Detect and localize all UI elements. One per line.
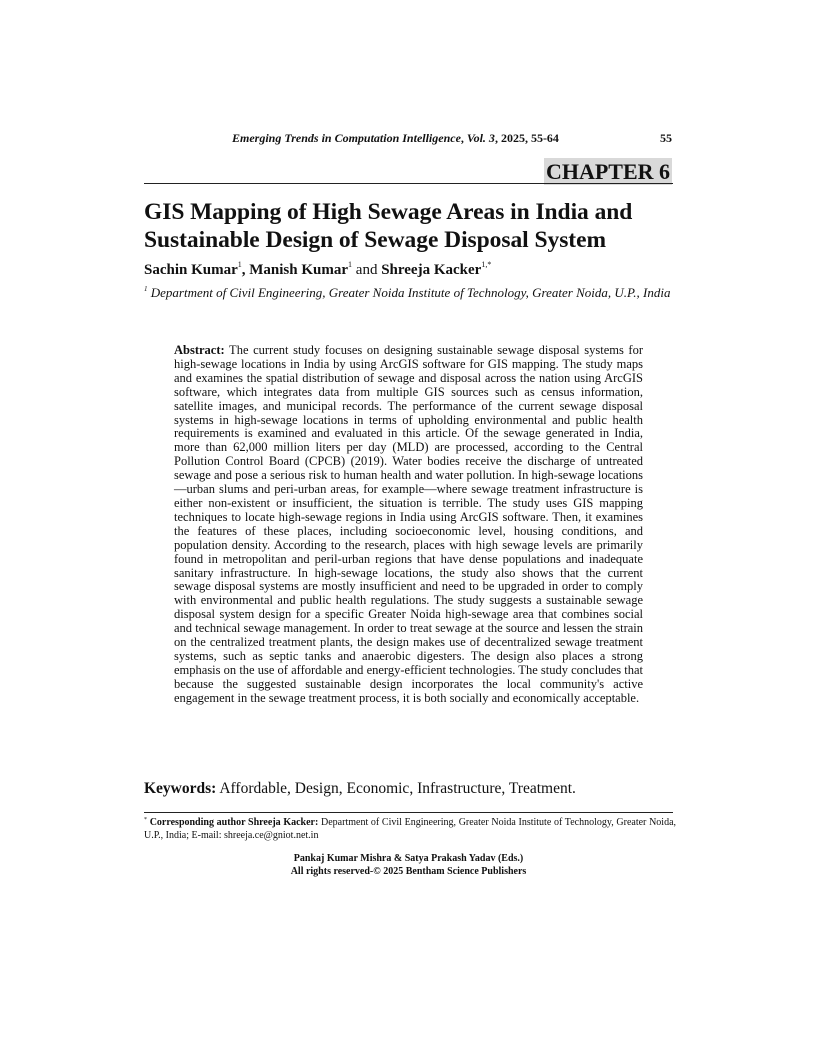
- publisher-block: [144, 852, 673, 878]
- author-affiliation-mark: 1: [237, 260, 242, 269]
- author-affiliation-mark: 1: [348, 260, 353, 269]
- author-name: Sachin Kumar: [144, 262, 238, 278]
- journal-volume: Vol. 3: [466, 131, 495, 145]
- footnote-text: Department of Civil Engineering, Greater Noida Institute of Technology, Greater Noida, U.P., India; E-mail: shreeja.ce@gniot.net.in: [144, 817, 677, 841]
- rights-line: All rights reserved-© 2025 Bentham Science Publishers: [290, 866, 527, 877]
- affiliation: [144, 285, 676, 301]
- footnote-label: Corresponding author Shreeja Kacker:: [147, 817, 319, 828]
- editors-line: Pankaj Kumar Mishra & Satya Prakash Yadav (Eds.): [293, 853, 524, 864]
- corresponding-author-footnote: [144, 816, 676, 842]
- affiliation-mark: 1: [144, 285, 148, 293]
- abstract-label: Abstract:: [174, 343, 225, 357]
- journal-citation: Emerging Trends in Computation Intelligence, Vol. 3, 2025, 55-64: [232, 131, 559, 145]
- footnote-mark: *: [144, 817, 147, 823]
- keywords-label: Keywords:: [144, 780, 217, 797]
- author-name: Manish Kumar: [249, 262, 349, 278]
- paper-title: [144, 198, 676, 254]
- author-affiliation-mark: 1,*: [481, 260, 492, 269]
- page-number: 55: [660, 131, 672, 145]
- author-separator: and: [352, 262, 382, 278]
- journal-name: Emerging Trends in Computation Intelligence: [232, 131, 461, 145]
- journal-year-pages: , 2025, 55-64: [494, 131, 559, 145]
- paper-title-line-2: Sustainable Design of Sewage Disposal System: [144, 227, 606, 253]
- keywords-text: Affordable, Design, Economic, Infrastructure, Treatment.: [216, 780, 576, 797]
- keywords: [144, 779, 684, 799]
- affiliation-text: Department of Civil Engineering, Greater Noida Institute of Technology, Greater Noida, U.P., India: [147, 285, 671, 300]
- running-head: [144, 131, 672, 149]
- abstract-text: The current study focuses on designing sustainable sewage disposal systems for high-sewage locations in India by using ArcGIS software for GIS mapping. The study maps and examines the spatial distribution of sewage and disposal across the nation using ArcGIS software, which integrates data from multiple GIS sources such as census information, satellite images, and municipal records. The performance of the current sewage disposal systems in high-sewage locations in terms of upholding environmental and public health requirements is examined and evaluated in this article. Of the sewage generated in India, more than 62,000 million liters per day (MLD) are processed, according to the Central Pollution Control Board (CPCB) (2019). Water bodies receive the discharge of untreated sewage and pose a serious risk to human health and water pollution. In high-sewage locations—urban slums and peri-urban areas, for example—where sewage treatment infrastructure is either non-existent or insufficient, the situation is terrible. The study uses GIS mapping techniques to locate high-sewage regions in India using ArcGIS software. Then, it examines the features of these places, including socioeconomic level, housing conditions, and population density. According to the research, places with high sewage levels are primarily found in metropolitan and peril-urban regions that have dense populations and inadequate sanitary infrastructure. In high-sewage locations, the study also shows that the current sewage disposal systems are mostly insufficient and need to be upgraded in order to comply with environmental and public health regulations. The study suggests a sustainable sewage disposal system design for a specific Greater Noida high-sewage area that combines social and technical sewage management. In order to treat sewage at the source and lessen the strain on the centralized treatment plants, the design makes use of decentralized sewage treatment systems, such as septic tanks and anaerobic digesters. The design also places a strong emphasis on the use of affordable and energy-efficient technologies. The study concludes that because the suggested sustainable design incorporates the local community's active engagement in the sewage treatment process, it is both socially and economically acceptable.: [174, 343, 643, 705]
- author-list: [144, 260, 672, 280]
- footnote-divider: [144, 812, 673, 813]
- abstract: [174, 344, 643, 706]
- author-name: Shreeja Kacker: [381, 262, 482, 278]
- chapter-divider: [144, 183, 673, 184]
- author-separator: ,: [241, 262, 250, 278]
- paper-title-line-1: GIS Mapping of High Sewage Areas in India and: [144, 199, 633, 225]
- chapter-label: CHAPTER 6: [545, 159, 670, 184]
